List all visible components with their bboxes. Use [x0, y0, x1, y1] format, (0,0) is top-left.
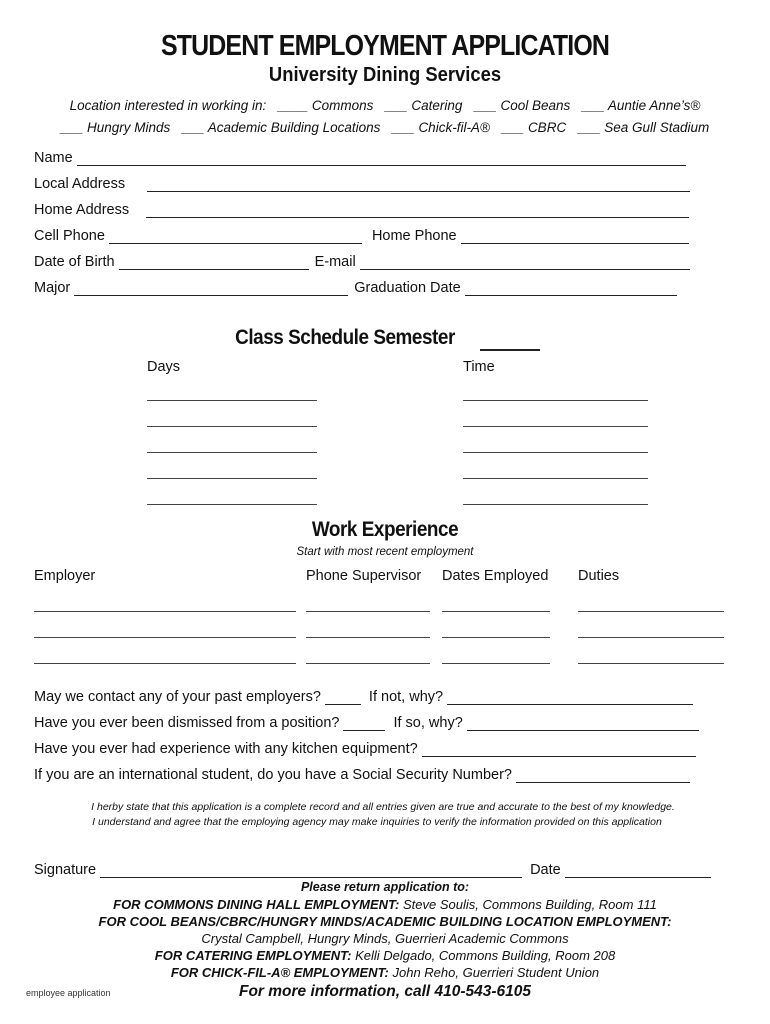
cell-phone-label: Cell Phone	[34, 228, 105, 244]
graduation-date-field[interactable]	[465, 281, 677, 296]
location-label: Location interested in working in:	[69, 98, 267, 113]
location-option-catering[interactable]: ___ Catering	[385, 98, 463, 113]
local-address-label: Local Address	[34, 176, 126, 192]
duties-field[interactable]	[578, 611, 724, 612]
dates-employed-field[interactable]	[442, 611, 550, 612]
return-cool-beans: FOR COOL BEANS/CBRC/HUNGRY MINDS/ACADEMIC BUILDING LOCATION EMPLOYMENT:	[98, 914, 672, 929]
dob-email-row	[34, 250, 694, 270]
location-row-2	[0, 120, 770, 135]
question-if-not-why: If not, why?	[368, 689, 444, 705]
employer-field[interactable]	[34, 637, 296, 638]
return-catering: FOR CATERING EMPLOYMENT: Kelli Delgado, Commons Building, Room 208	[154, 948, 616, 963]
kitchen-equipment-field[interactable]	[422, 742, 696, 757]
email-label: E-mail	[314, 254, 356, 270]
work-heading: Work Experience	[311, 518, 459, 541]
home-phone-label: Home Phone	[371, 228, 457, 244]
location-option-academic-building[interactable]: ___ Academic Building Locations	[182, 120, 381, 135]
question-dismissed-row	[34, 711, 703, 731]
schedule-heading: Class Schedule Semester	[235, 326, 455, 349]
major-row	[34, 276, 681, 296]
location-option-sea-gull-stadium[interactable]: ___ Sea Gull Stadium	[577, 120, 710, 135]
question-kitchen-equipment: Have you ever had experience with any kitchen equipment?	[34, 741, 418, 757]
dismissed-field[interactable]	[343, 716, 385, 731]
question-contact-row	[34, 685, 697, 705]
if-so-why-field[interactable]	[467, 716, 699, 731]
email-field[interactable]	[360, 255, 690, 270]
schedule-time-field[interactable]	[463, 504, 648, 505]
location-option-cbrc[interactable]: ___ CBRC	[501, 120, 567, 135]
schedule-day-field[interactable]	[147, 478, 317, 479]
return-heading: Please return application to:	[300, 880, 470, 894]
major-field[interactable]	[74, 281, 348, 296]
dob-label: Date of Birth	[34, 254, 115, 270]
dates-employed-field[interactable]	[442, 663, 550, 664]
dates-employed-column-header: Dates Employed	[442, 568, 549, 584]
schedule-day-field[interactable]	[147, 452, 317, 453]
schedule-time-field[interactable]	[463, 452, 648, 453]
local-address-row	[34, 172, 694, 192]
statement-line-2: I understand and agree that the employing agency may make inquiries to verify the information provided on this application	[92, 816, 662, 828]
question-if-so-why: If so, why?	[393, 715, 463, 731]
phone-supervisor-field[interactable]	[306, 663, 430, 664]
page-subtitle: University Dining Services	[268, 64, 502, 86]
question-ssn-row	[34, 763, 694, 783]
location-option-commons[interactable]: ____ Commons	[278, 98, 374, 113]
contact-employers-field[interactable]	[325, 690, 361, 705]
employer-field[interactable]	[34, 663, 296, 664]
signature-field[interactable]	[100, 863, 522, 878]
more-info-phone: For more information, call 410-543-6105	[238, 983, 532, 1000]
days-label: Days	[147, 359, 181, 375]
location-option-auntie-annes[interactable]: ___ Auntie Anne’s®	[582, 98, 701, 113]
dob-field[interactable]	[119, 255, 309, 270]
employer-column-header: Employer	[34, 568, 96, 584]
phone-supervisor-column-header: Phone Supervisor	[306, 568, 422, 584]
date-label: Date	[530, 862, 561, 878]
phone-supervisor-field[interactable]	[306, 637, 430, 638]
name-field[interactable]	[77, 151, 686, 166]
schedule-day-field[interactable]	[147, 400, 317, 401]
location-row-1	[0, 98, 770, 113]
employer-field[interactable]	[34, 611, 296, 612]
name-label: Name	[34, 150, 73, 166]
duties-column-header: Duties	[578, 568, 620, 584]
dates-employed-field[interactable]	[442, 637, 550, 638]
return-commons: FOR COMMONS DINING HALL EMPLOYMENT: Steve Soulis, Commons Building, Room 111	[113, 897, 657, 912]
schedule-day-field[interactable]	[147, 426, 317, 427]
location-option-chick-fil-a[interactable]: ___ Chick-fil-A®	[392, 120, 490, 135]
duties-field[interactable]	[578, 637, 724, 638]
home-address-field[interactable]	[146, 203, 689, 218]
cell-phone-field[interactable]	[109, 229, 362, 244]
ssn-field[interactable]	[516, 768, 690, 783]
page-title: STUDENT EMPLOYMENT APPLICATION	[160, 30, 610, 62]
phone-row	[34, 224, 693, 244]
if-not-why-field[interactable]	[447, 690, 693, 705]
major-label: Major	[34, 280, 71, 296]
local-address-field[interactable]	[147, 177, 690, 192]
name-row	[34, 146, 690, 166]
signature-label: Signature	[34, 862, 97, 878]
graduation-date-label: Graduation Date	[354, 280, 461, 296]
question-kitchen-row	[34, 737, 700, 757]
date-field[interactable]	[565, 863, 711, 878]
semester-field[interactable]	[480, 349, 540, 351]
schedule-time-field[interactable]	[463, 478, 648, 479]
time-label: Time	[463, 359, 495, 375]
question-contact-employers: May we contact any of your past employers?	[34, 689, 321, 705]
return-cool-beans-contact: Crystal Campbell, Hungry Minds, Guerrieri Academic Commons	[201, 931, 569, 946]
schedule-time-field[interactable]	[463, 426, 648, 427]
duties-field[interactable]	[578, 663, 724, 664]
work-subheading: Start with most recent employment	[296, 546, 474, 558]
phone-supervisor-field[interactable]	[306, 611, 430, 612]
statement-line-1: I herby state that this application is a complete record and all entries given are true and accurate to the best of my knowledge.	[91, 801, 675, 813]
schedule-time-field[interactable]	[463, 400, 648, 401]
schedule-day-field[interactable]	[147, 504, 317, 505]
home-address-label: Home Address	[34, 202, 130, 218]
return-chick-fil-a: FOR CHICK-FIL-A® EMPLOYMENT: John Reho, Guerrieri Student Union	[170, 965, 600, 980]
question-ssn: If you are an international student, do you have a Social Security Number?	[34, 767, 512, 783]
question-dismissed: Have you ever been dismissed from a position?	[34, 715, 340, 731]
home-address-row	[34, 198, 693, 218]
home-phone-field[interactable]	[461, 229, 689, 244]
location-option-cool-beans[interactable]: ___ Cool Beans	[474, 98, 571, 113]
signature-row	[34, 858, 715, 878]
location-option-hungry-minds[interactable]: ___ Hungry Minds	[60, 120, 171, 135]
footer-doc-label: employee application	[26, 988, 111, 998]
